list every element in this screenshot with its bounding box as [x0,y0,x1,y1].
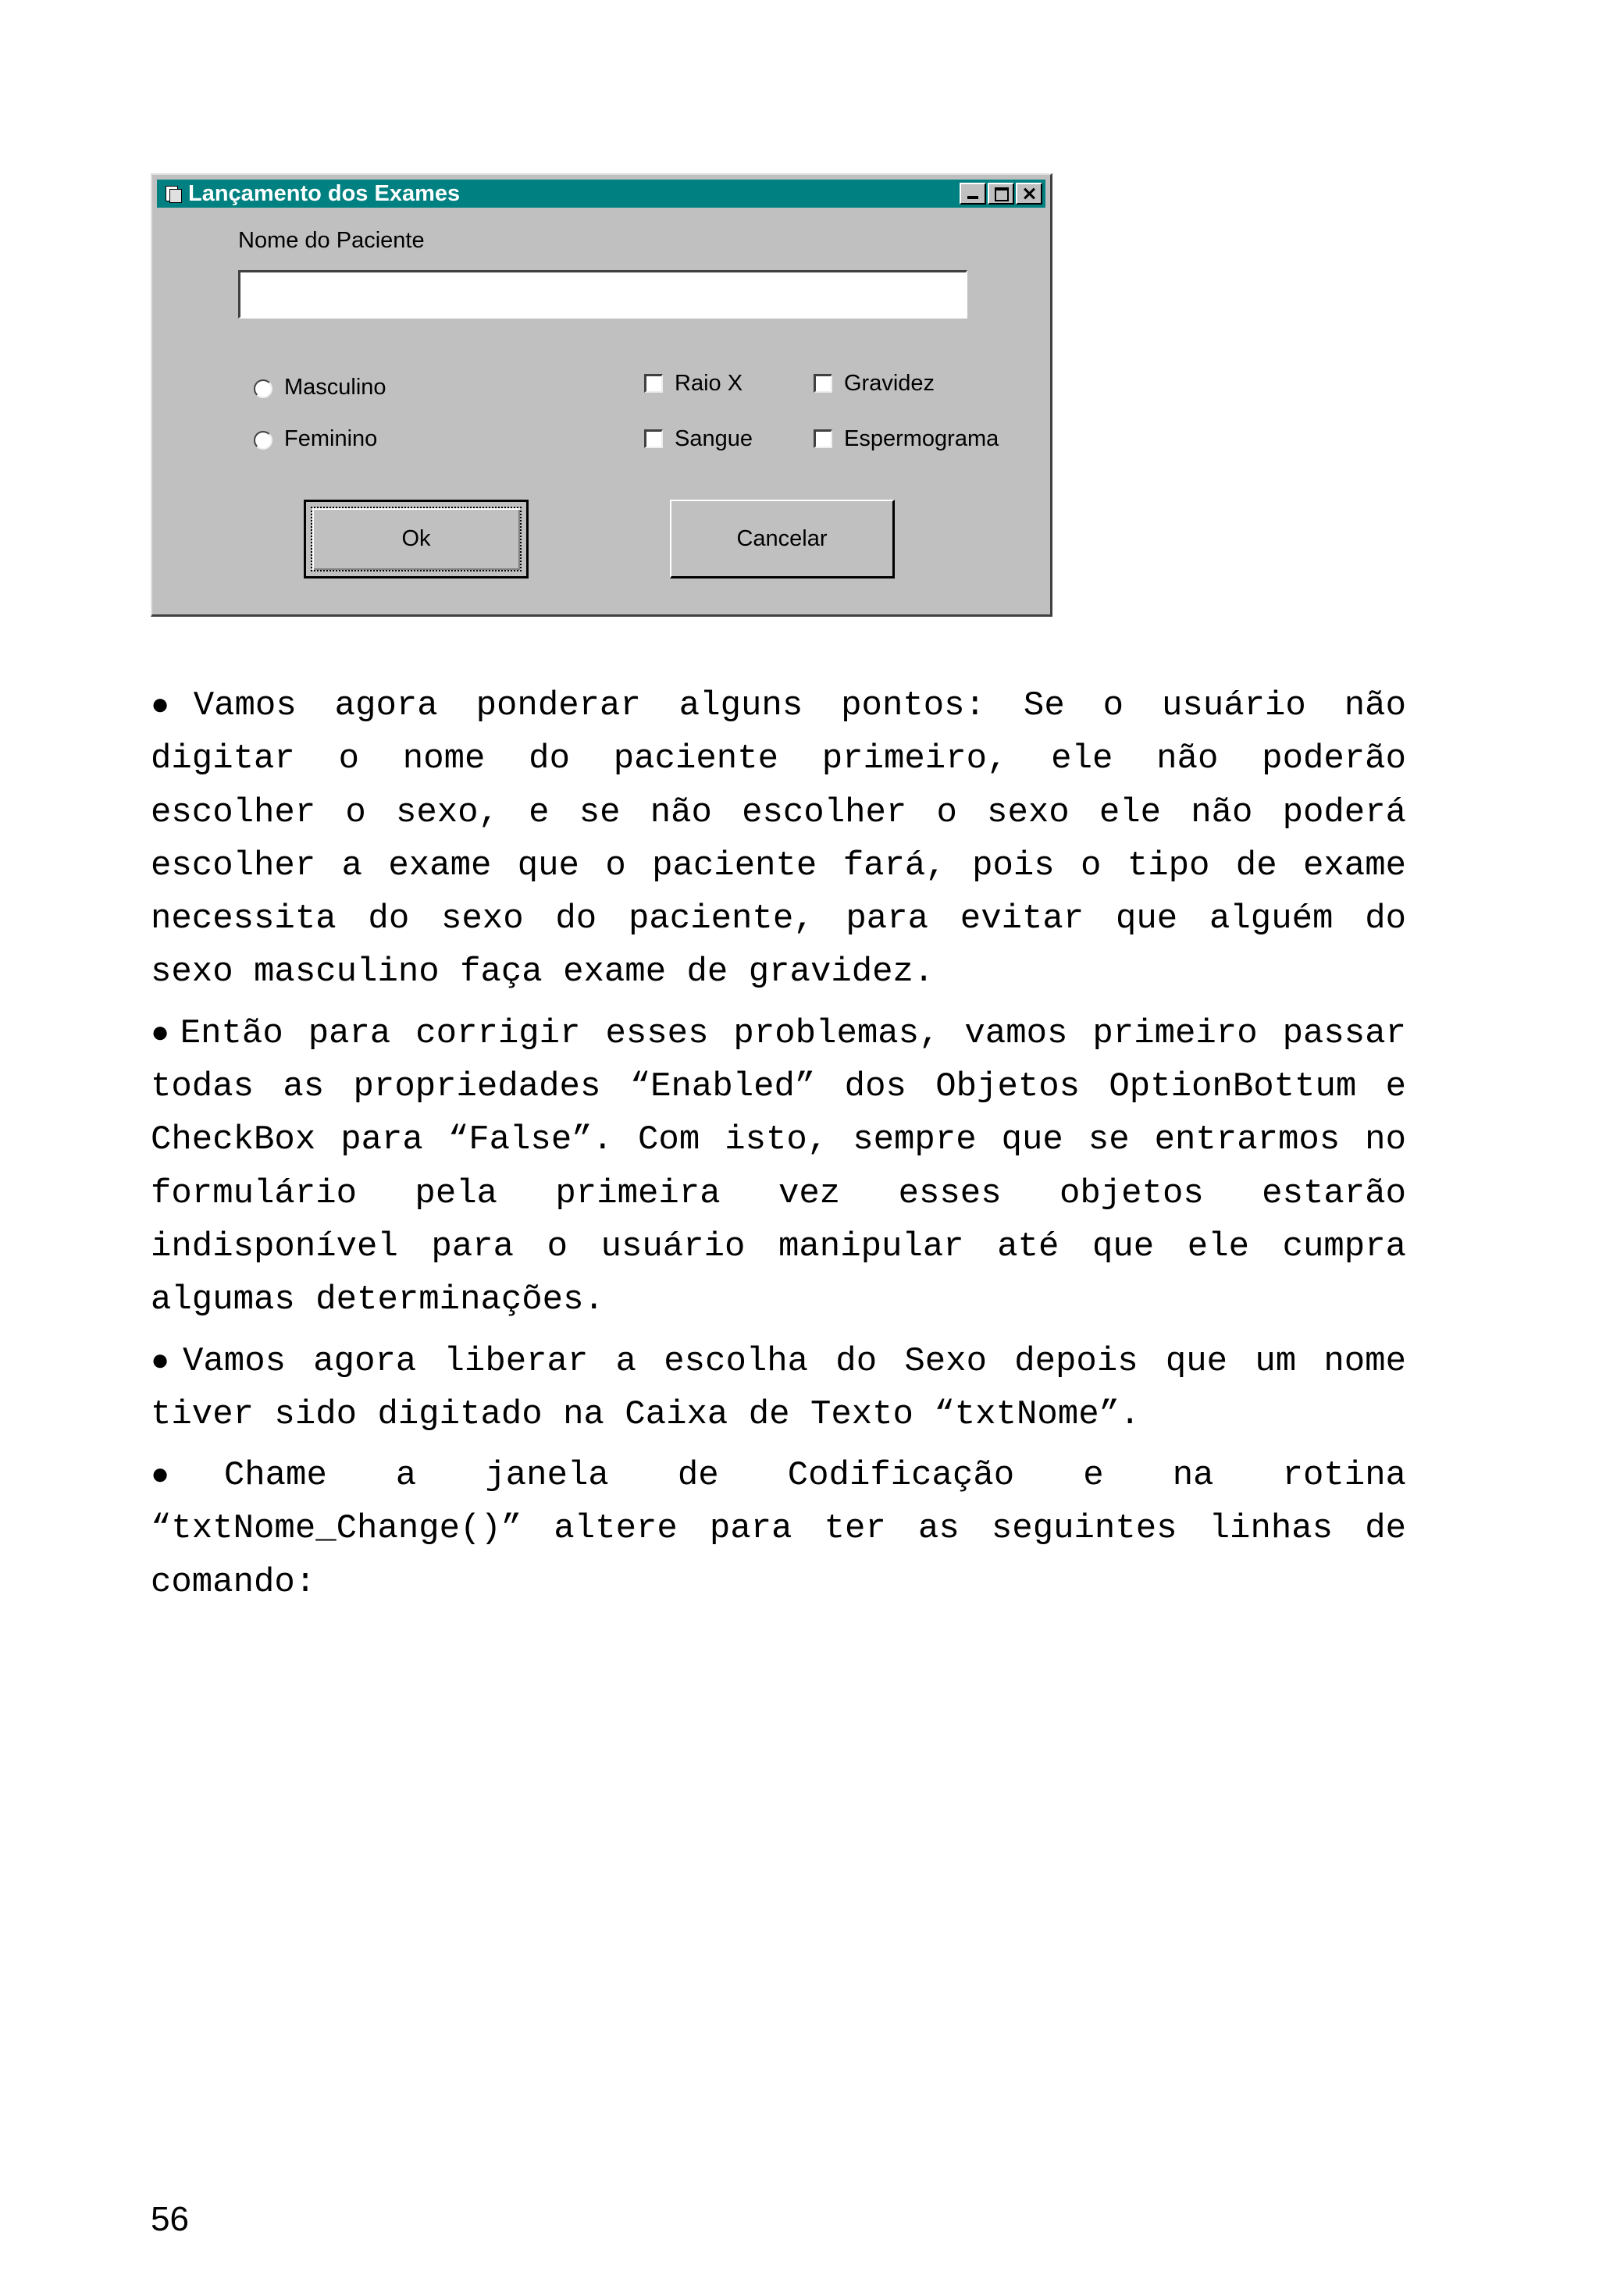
page-number: 56 [151,2200,189,2238]
paragraph [151,1333,1406,1442]
exam-entry-dialog [151,173,1052,617]
male-radio-label: Masculino [284,375,386,400]
blood-checkbox-label: Sangue [675,426,753,451]
paragraph [151,1447,1406,1609]
ok-button[interactable] [304,500,529,578]
window-controls [960,183,1042,205]
patient-name-label: Nome do Paciente [238,228,425,253]
close-icon[interactable] [1016,183,1042,205]
paragraph-text: Chame a janela de Codificação e na rotina “txtNome_Change()” altere para ter as seguintes linhas de comando: [151,1456,1406,1602]
xray-checkbox[interactable] [644,374,663,393]
window-title: Lançamento dos Exames [188,180,461,206]
paragraph-text: Então para corrigir esses problemas, vamos primeiro passar todas as propriedades “Enabled” dos Objetos OptionBottum e CheckBox para “False”. Com isto, sempre que se entrarmos no formulário pela primeira vez esses objetos estarão indisponível para o usuário manipular até que ele cumpra algumas determinações. [151,1013,1406,1320]
xray-checkbox-label: Raio X [675,371,743,396]
bullet-icon: ● [151,1014,174,1049]
maximize-icon[interactable] [988,183,1014,205]
cancel-button-label: Cancelar [736,525,828,551]
paragraph-text: Vamos agora liberar a escolha do Sexo depois que um nome tiver sido digitado na Caixa de Texto “txtNome”. [151,1341,1406,1434]
cancel-button[interactable] [670,500,895,578]
pregnancy-checkbox-label: Gravidez [844,371,935,396]
bullet-icon: ● [151,687,187,721]
paragraph [151,678,1406,999]
male-radio[interactable] [254,379,272,398]
spermogram-checkbox[interactable] [814,429,832,448]
blood-checkbox[interactable] [644,429,663,448]
bullet-icon: ● [151,1342,176,1377]
patient-name-input[interactable] [238,270,967,319]
pregnancy-checkbox[interactable] [814,374,832,393]
app-icon [163,184,182,203]
female-radio-label: Feminino [284,426,378,451]
minimize-icon[interactable] [960,183,986,205]
paragraph [151,1006,1406,1327]
title-bar [157,180,1045,208]
ok-button-label: Ok [401,526,431,551]
bullet-icon: ● [151,1457,218,1492]
paragraph-text: Vamos agora ponderar alguns pontos: Se o usuário não digitar o nome do paciente primeiro, ele não poderão escolher o sexo, e se não escolher o sexo ele não poderá escolher a exame que o paciente fará, pois o tipo de exame necessita do sexo do paciente, para evitar que alguém do sexo masculino faça exame de gravidez. [151,686,1406,992]
spermogram-checkbox-label: Espermograma [844,426,999,451]
female-radio[interactable] [254,431,272,450]
body-text [151,678,1406,1615]
